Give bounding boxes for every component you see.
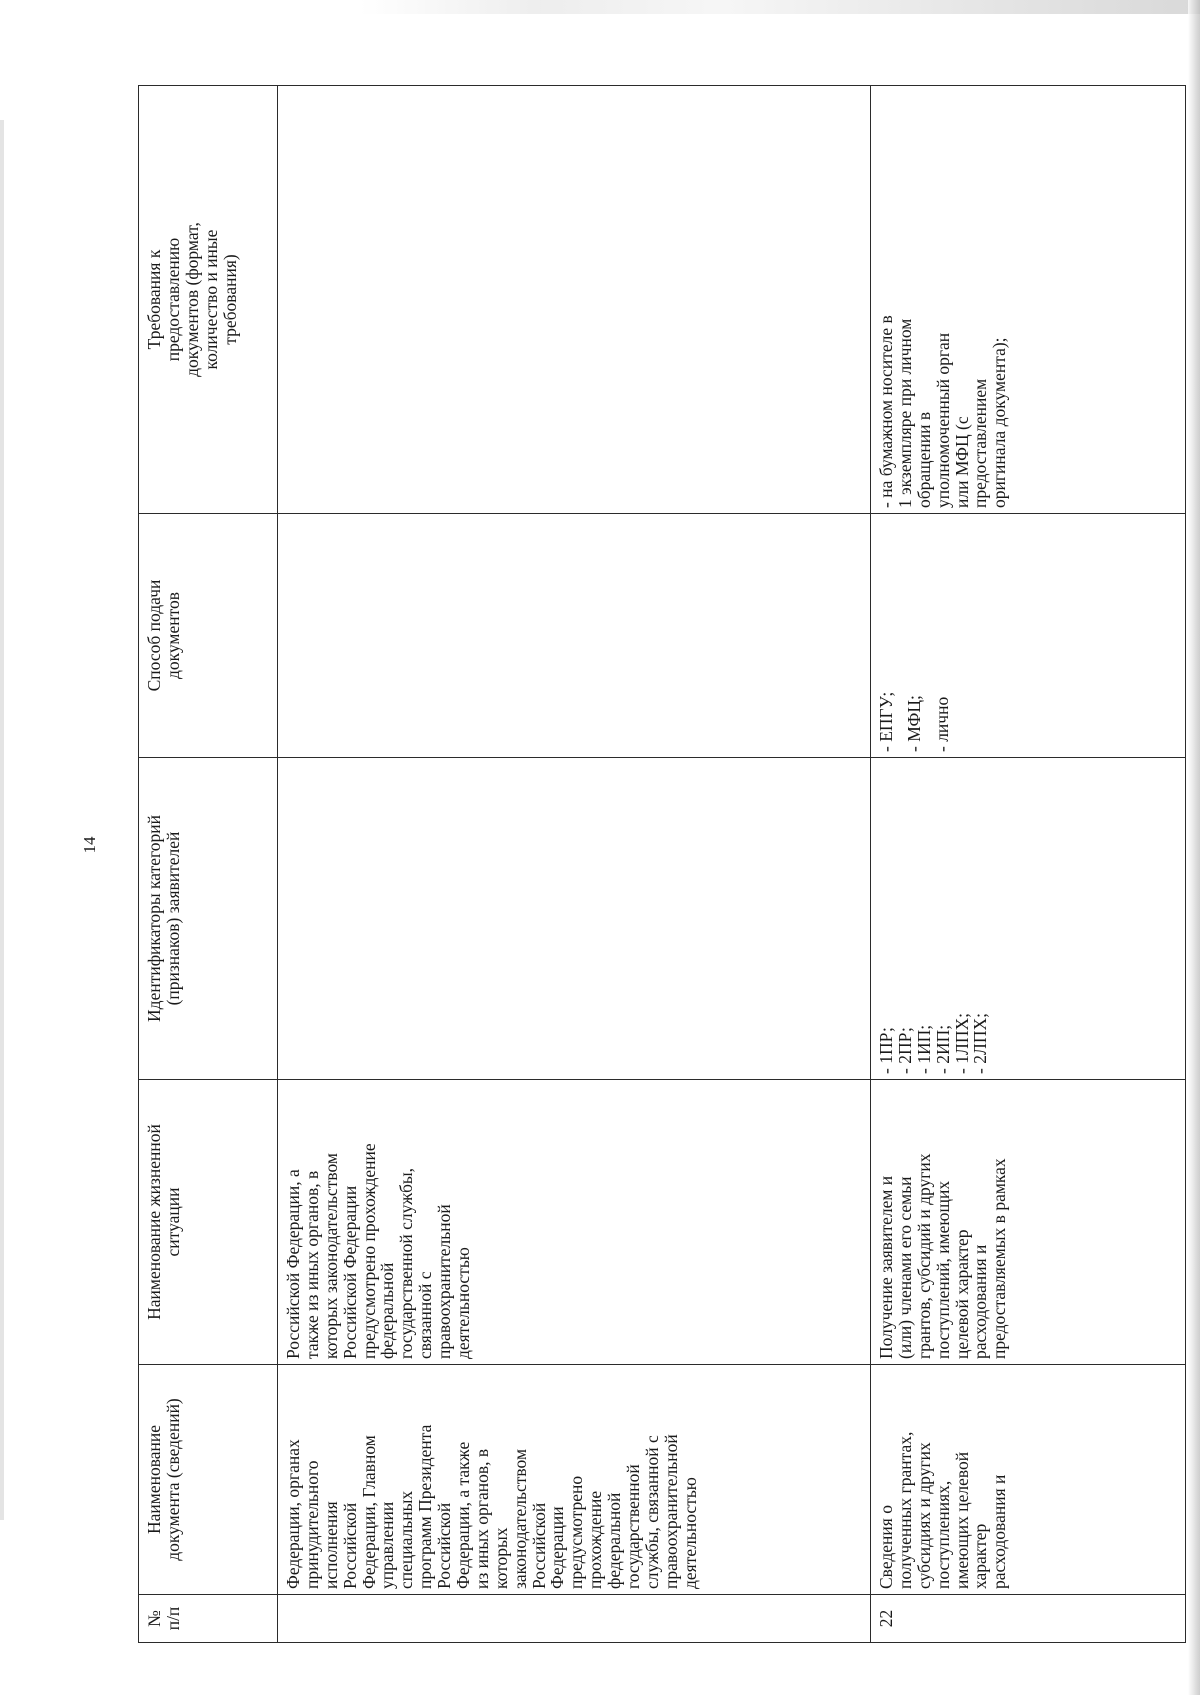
table-row — [278, 86, 871, 1643]
header-identifiers: Идентификаторы категорий (признаков) заявителей — [139, 758, 278, 1080]
cell-num — [278, 1595, 871, 1643]
cell-method — [871, 514, 1186, 758]
cell-situation: Получение заявителем и (или) членами его семьи грантов, субсидий и других поступлений, имеющих целевой характер расходования и предоставляемых в рамках — [871, 1080, 1186, 1365]
cell-requirements: - на бумажном носителе в 1 экземпляре при личном обращении в уполномоченный орган или МФЦ (с предоставлением оригинала документа); — [871, 86, 1186, 514]
cell-num: 22 — [871, 1595, 1186, 1643]
identifier-item: - 1ИП; — [913, 1024, 934, 1074]
method-item: - ЕПГУ; — [876, 691, 896, 752]
method-item: - МФЦ; — [903, 695, 924, 752]
header-method: Способ подачи документов — [139, 514, 278, 758]
header-doc-name: Наименование документа (сведений) — [139, 1365, 278, 1595]
identifier-item: - 2ПР; — [894, 1027, 915, 1074]
method-item: - лично — [931, 696, 952, 752]
cell-identifiers — [278, 758, 871, 1080]
identifier-item: - 2ЛПХ; — [970, 1013, 991, 1074]
table-header-row — [139, 86, 278, 1643]
table-row — [871, 86, 1186, 1643]
page-number: 14 — [80, 836, 99, 854]
document-table — [138, 85, 1186, 1643]
cell-doc-name: Сведения о полученных грантах, субсидиях и других поступлениях, имеющих целевой характер расходования и — [871, 1365, 1186, 1595]
cell-requirements — [278, 86, 871, 514]
identifier-item: - 1ПР; — [876, 1027, 896, 1074]
cell-method — [278, 514, 871, 758]
header-requirements: Требования к предоставлению документов (формат, количество и иные требования) — [139, 86, 278, 514]
header-situation: Наименование жизненной ситуации — [139, 1080, 278, 1365]
identifier-item: - 1ЛПХ; — [951, 1013, 972, 1074]
cell-doc-name: Федерации, органах принудительного исполнения Российской Федерации, Главном управлении специальных программ Президента Российской Федерации, а также из иных органов, в которых законодательством Российской Федерации предусмотрено прохождение федеральной государственной службы, связанной с правоохранительной деятельностью — [278, 1365, 871, 1595]
header-num: № п/п — [139, 1595, 278, 1643]
cell-identifiers — [871, 758, 1186, 1080]
identifier-item: - 2ИП; — [932, 1024, 953, 1074]
cell-situation: Российской Федерации, а также из иных органов, в которых законодательством Российской Федерации предусмотрено прохождение федеральной государственной службы, связанной с правоохранительной деятельностью — [278, 1080, 871, 1365]
